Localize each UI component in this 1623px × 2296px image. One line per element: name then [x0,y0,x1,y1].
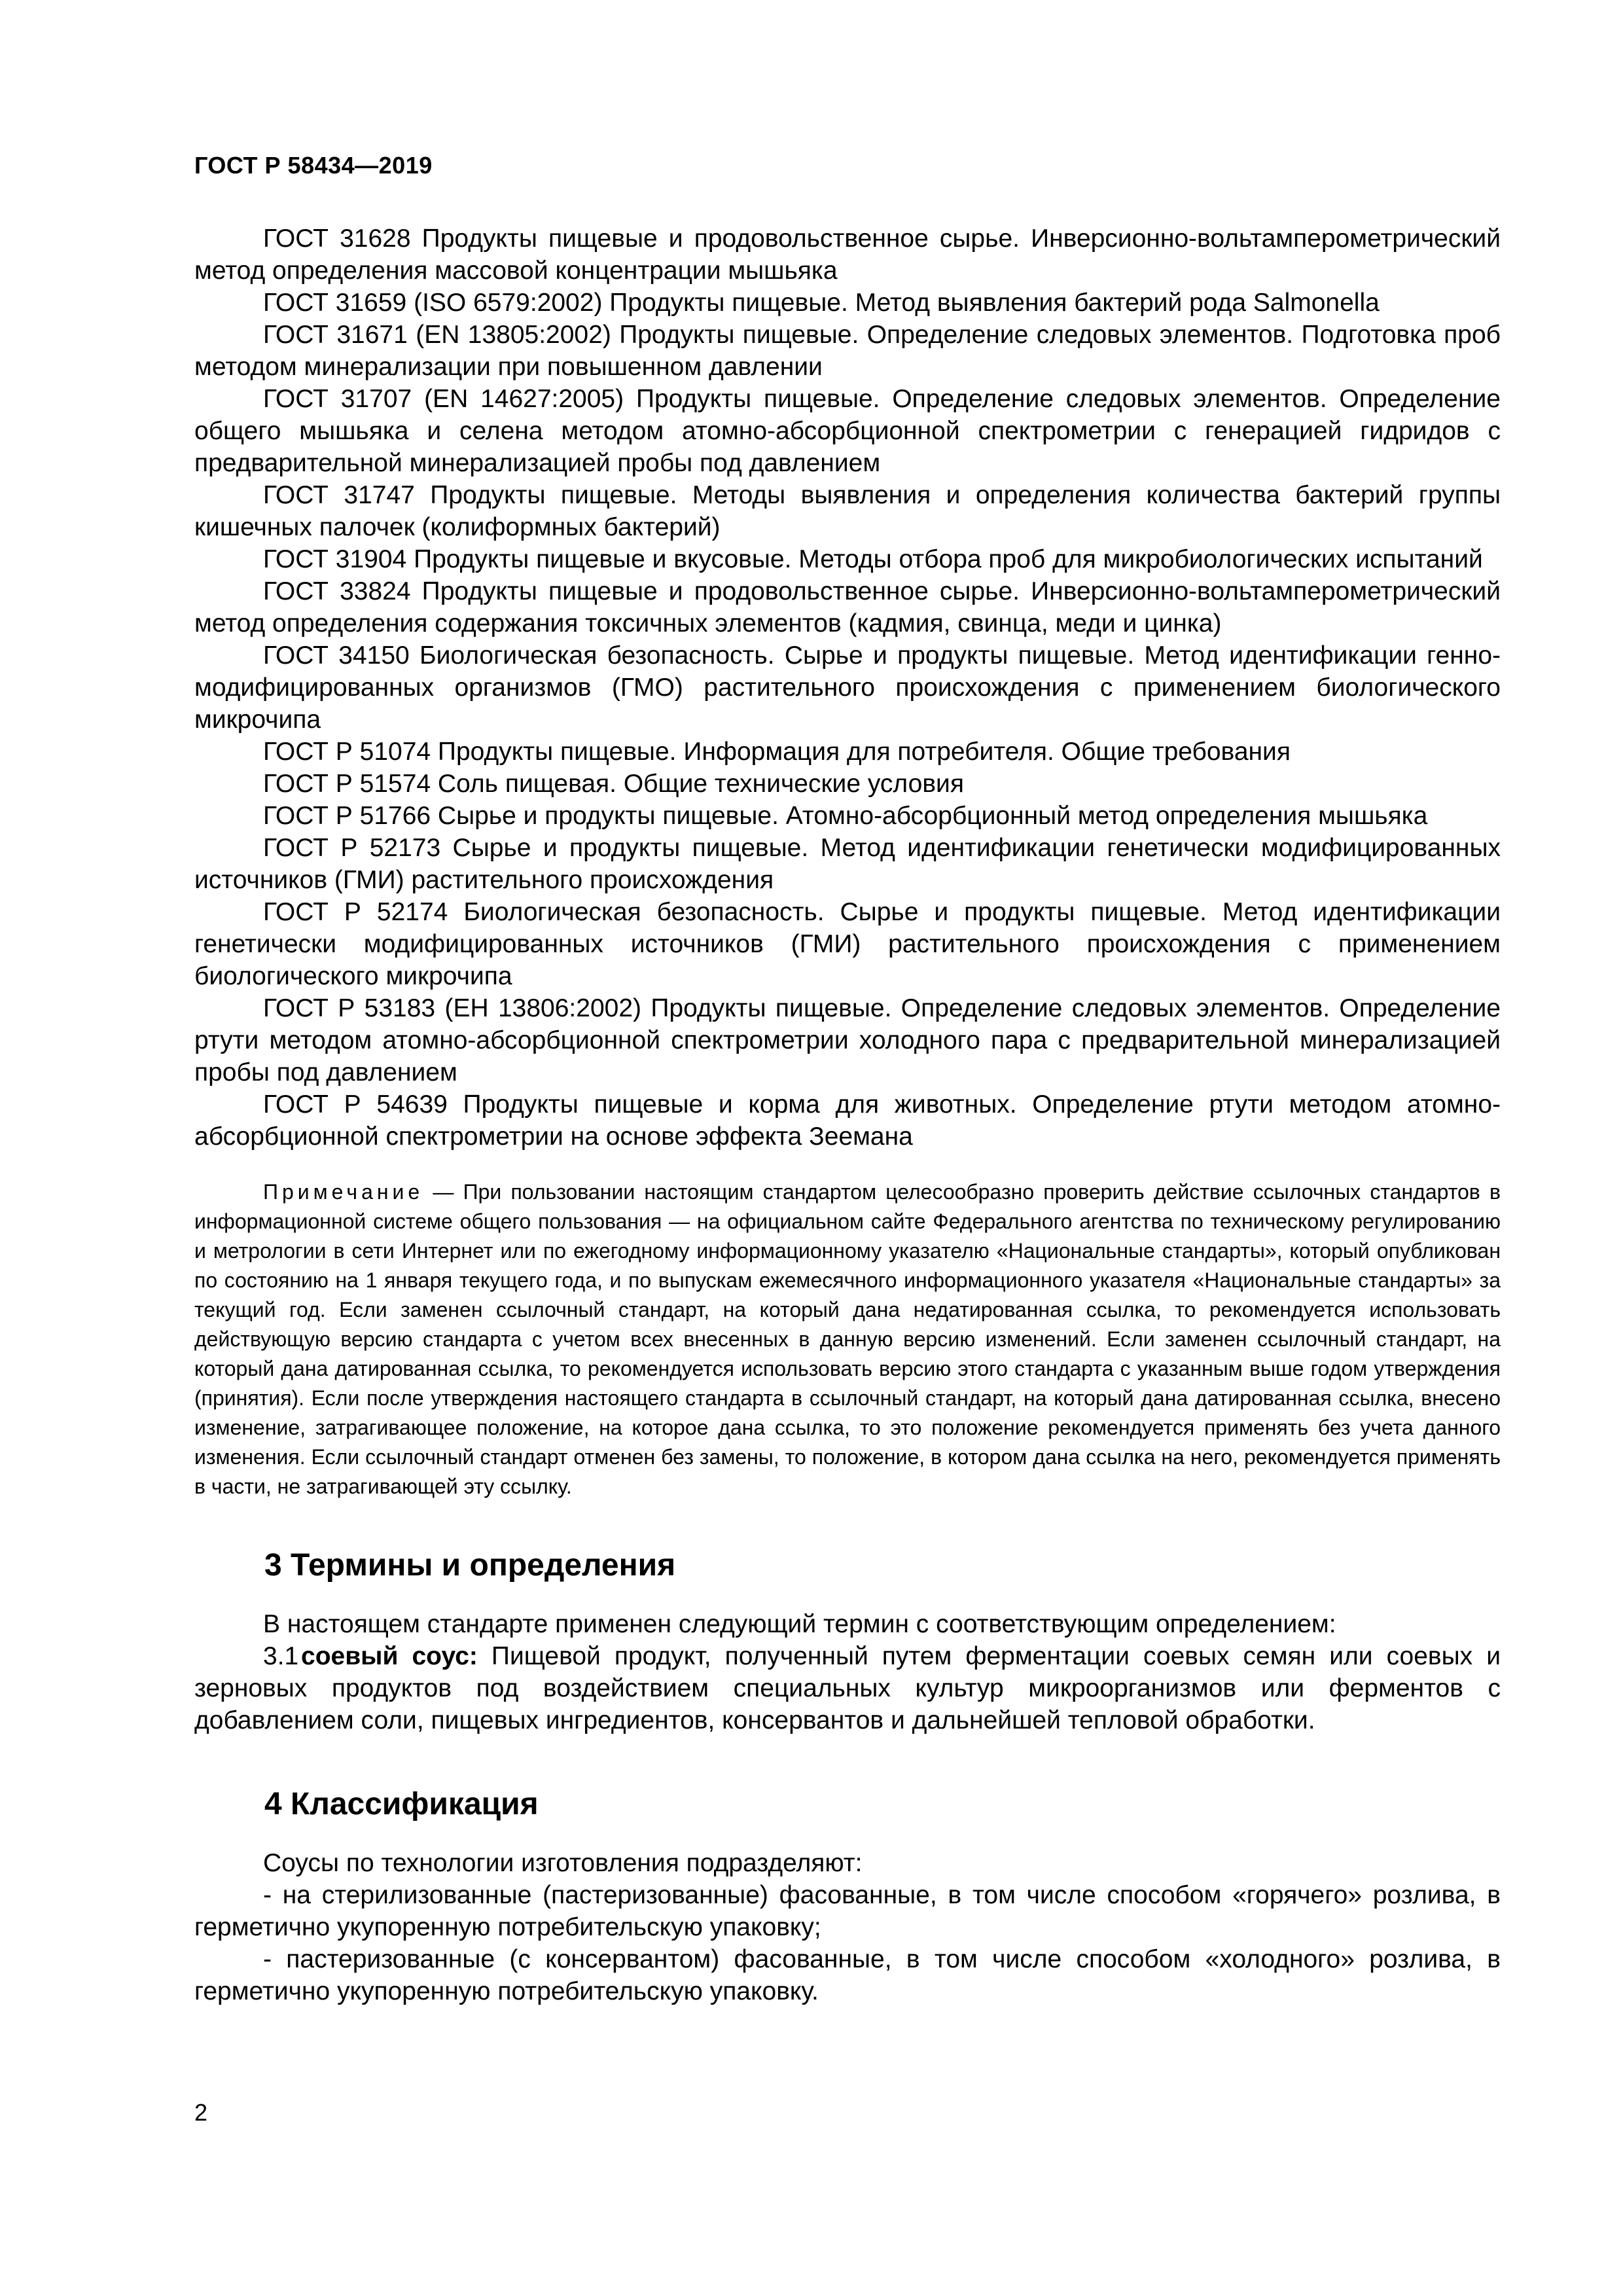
term-definition [194,1640,1501,1736]
term-definition-text: Пищевой продукт, полученный путем ферментации соевых семян или соевых и зерновых продуктов под воздействием специальных культур микроорганизмов или ферментов с добавлением соли, пищевых ингредиентов, консервантов и дальнейшей тепловой обработки. [194,1642,1501,1734]
reference-item: ГОСТ Р 53183 (ЕН 13806:2002) Продукты пищевые. Определение следовых элементов. Определение ртути методом атомно-абсорбционной спектрометрии холодного пара с предварительной минерализацией пробы под давлением [194,994,1501,1086]
reference-item: ГОСТ Р 51766 Сырье и продукты пищевые. Атомно-абсорбционный метод определения мышьяка [263,802,1428,830]
note-text: — При пользовании настоящим стандартом целесообразно проверить действие ссылочных стандартов в информационной системе общего пользования — на официальном сайте Федерального агентства по техническому регулированию и метрологии в сети Интернет или по ежегодному информационному указателю «Национальные стандарты», который опубликован по состоянию на 1 января текущего года, и по выпускам ежемесячного информационного указателя «Национальные стандарты» за текущий год. Если заменен ссылочный стандарт, на который дана недатированная ссылка, то рекомендуется использовать действующую версию стандарта с учетом всех внесенных в данную версию изменений. Если заменен ссылочный стандарт, на который дана датированная ссылка, то рекомендуется использовать версию этого стандарта с указанным выше годом утверждения (принятия). Если после утверждения настоящего стандарта в ссылочный стандарт, на который дана датированная ссылка, внесено изменение, затрагивающее положение, на которое дана ссылка, то это положение рекомендуется применять без учета данного изменения. Если ссылочный стандарт отменен без замены, то положение, в котором дана ссылка на него, рекомендуется применять в части, не затрагивающей эту ссылку. [194,1180,1501,1498]
note-paragraph [194,1177,1501,1501]
reference-item: ГОСТ Р 54639 Продукты пищевые и корма для животных. Определение ртути методом атомно-абсорбционной спектрометрии на основе эффекта Зеемана [194,1090,1501,1151]
reference-item: ГОСТ 31671 (EN 13805:2002) Продукты пищевые. Определение следовых элементов. Подготовка проб методом минерализации при повышенном давлении [194,321,1501,381]
reference-item: ГОСТ Р 51574 Соль пищевая. Общие технические условия [263,770,964,798]
reference-item: ГОСТ 34150 Биологическая безопасность. Сырье и продукты пищевые. Метод идентификации генно-модифицированных организмов (ГМО) растительного происхождения с применением биологического микрочипа [194,641,1501,734]
section-3-intro: В настоящем стандарте применен следующий термин с соответствующим определением: [263,1610,1336,1638]
reference-item: ГОСТ 31904 Продукты пищевые и вкусовые. Методы отбора проб для микробиологических испытаний [263,545,1483,573]
term-word: соевый соус: [301,1642,478,1670]
references-list [194,223,1501,1153]
classification-item: - на стерилизованные (пастеризованные) фасованные, в том числе способом «горячего» розлива, в герметично укупоренную потребительскую упаковку; [194,1881,1501,1941]
page-number: 2 [194,2099,208,2126]
section-3-title: 3 Термины и определения [264,1548,676,1583]
page-body [194,223,1501,2007]
reference-item: ГОСТ 31628 Продукты пищевые и продовольственное сырье. Инверсионно-вольтамперометрический метод определения массовой концентрации мышьяка [194,224,1501,285]
reference-item: ГОСТ 33824 Продукты пищевые и продовольственное сырье. Инверсионно-вольтамперометрический метод определения содержания токсичных элементов (кадмия, свинца, меди и цинка) [194,577,1501,637]
reference-item: ГОСТ 31747 Продукты пищевые. Методы выявления и определения количества бактерий группы кишечных палочек (колиформных бактерий) [194,481,1501,541]
term-number: 3.1 [263,1642,299,1670]
reference-item: ГОСТ Р 52174 Биологическая безопасность. Сырье и продукты пищевые. Метод идентификации генетически модифицированных источников (ГМИ) растительного происхождения с применением биологического микрочипа [194,898,1501,990]
document-header-id: ГОСТ Р 58434—2019 [194,152,433,179]
reference-item: ГОСТ 31659 (ISO 6579:2002) Продукты пищевые. Метод выявления бактерий рода Salmonella [263,289,1380,317]
reference-item: ГОСТ Р 51074 Продукты пищевые. Информация для потребителя. Общие требования [263,738,1291,766]
reference-item: ГОСТ Р 52173 Сырье и продукты пищевые. Метод идентификации генетически модифицированных источников (ГМИ) растительного происхождения [194,834,1501,894]
classification-item: - пастеризованные (с консервантом) фасованные, в том числе способом «холодного» розлива, в герметично укупоренную потребительскую упаковку. [194,1945,1501,2005]
section-4-title: 4 Классификация [264,1787,539,1821]
note-lead: Примечание [263,1180,424,1204]
reference-item: ГОСТ 31707 (EN 14627:2005) Продукты пищевые. Определение следовых элементов. Определение общего мышьяка и селена методом атомно-абсорбционной спектрометрии с генерацией гидридов с предварительной минерализацией пробы под давлением [194,385,1501,477]
section-4-intro: Соусы по технологии изготовления подразделяют: [263,1849,863,1877]
